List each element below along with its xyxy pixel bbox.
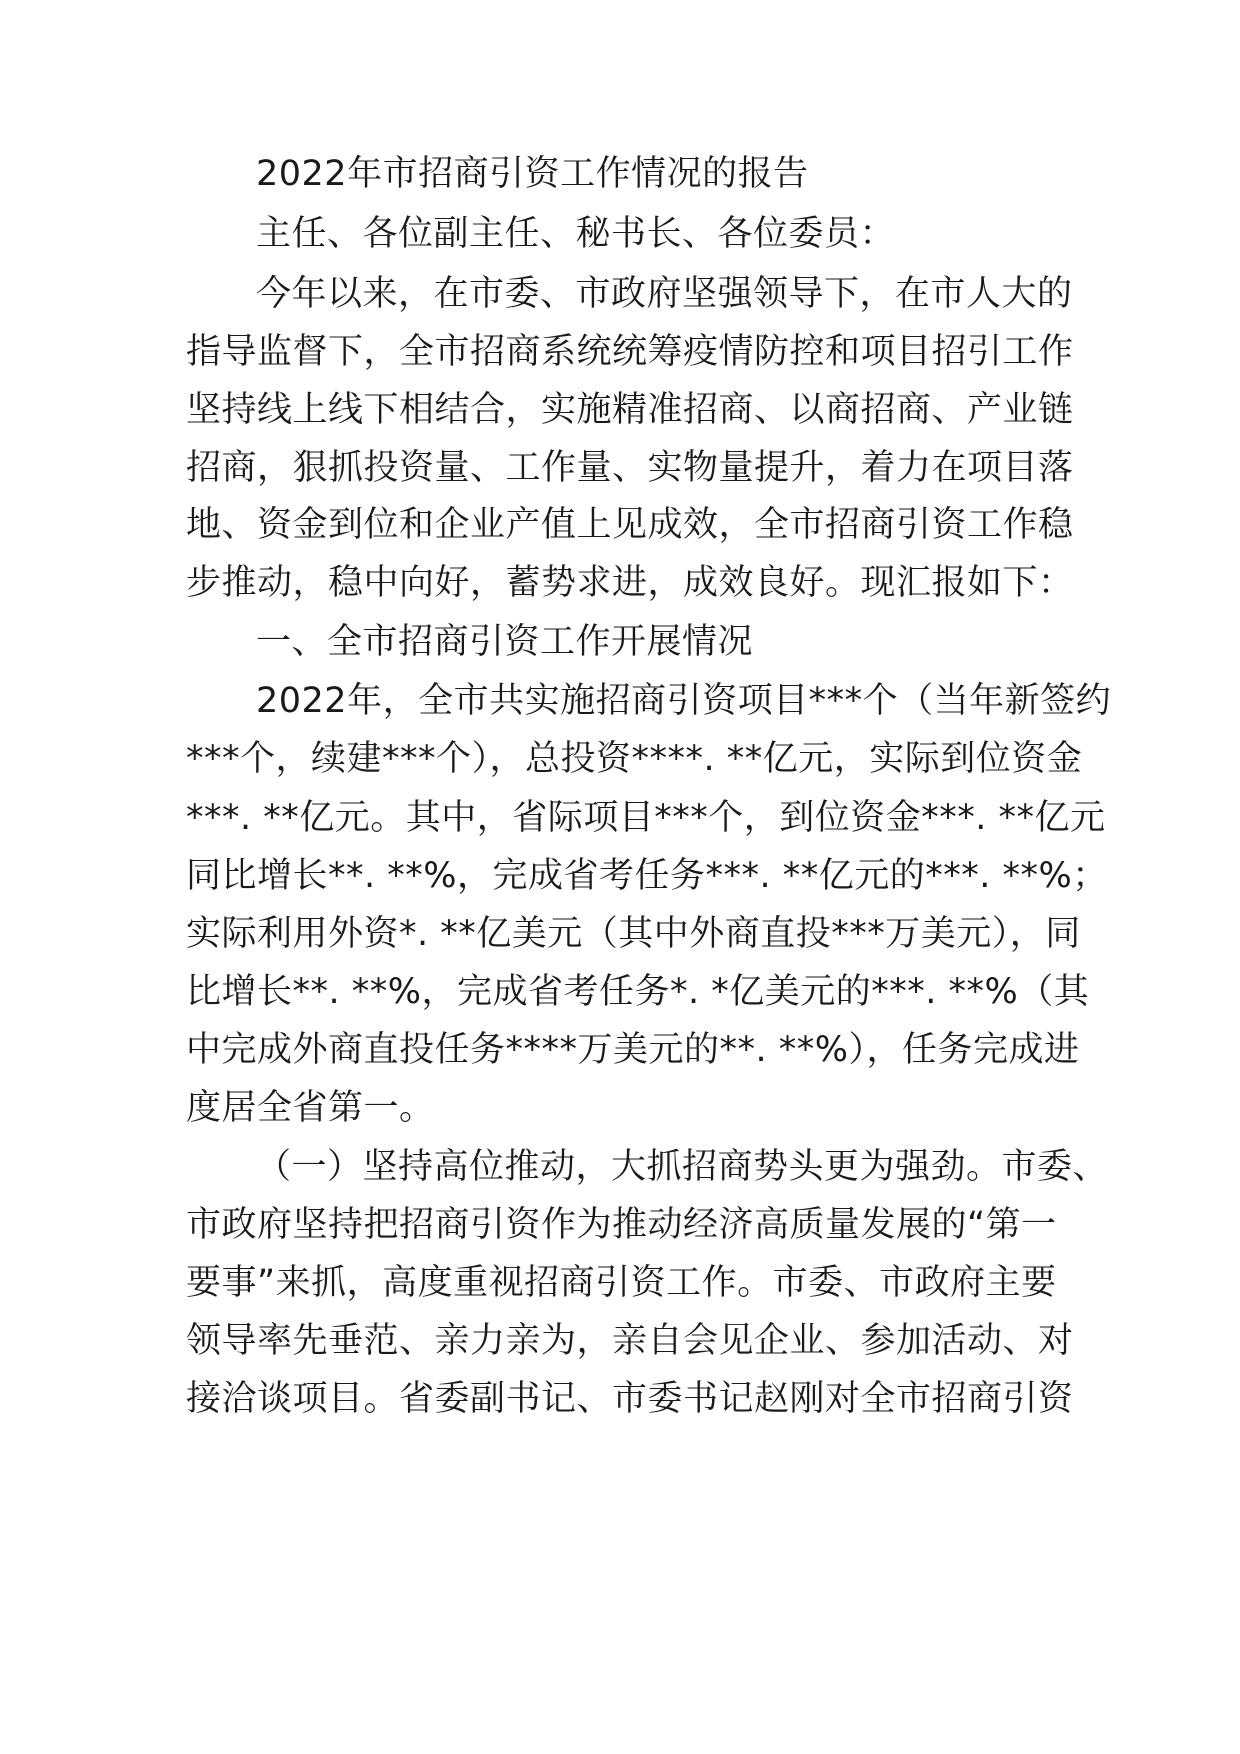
salutation: 主任、各位副主任、秘书长、各位委员： (256, 214, 896, 254)
paragraph-line: 同比增长**. **%，完成省考任务***. **亿元的***. **%； (186, 856, 1108, 896)
paragraph-line: ***个，续建***个），总投资****. **亿元，实际到位资金 (186, 739, 1083, 779)
subsection-heading: （一）坚持高位推动，大抓招商势头更为强劲。市委、 (256, 1147, 1109, 1187)
paragraph-line: 比增长**. **%，完成省考任务*. *亿美元的***. **%（其 (186, 972, 1090, 1012)
paragraph-line: 坚持线上线下相结合，实施精准招商、以商招商、产业链 (186, 390, 1074, 430)
paragraph-line: 指导监督下，全市招商系统统筹疫情防控和项目招引工作 (186, 332, 1074, 372)
paragraph-line: 步推动，稳中向好，蓄势求进，成效良好。现汇报如下： (186, 563, 1074, 603)
paragraph-line: 中完成外商直投任务****万美元的**. **%），任务完成进 (186, 1030, 1080, 1070)
paragraph-line: 实际利用外资*. **亿美元（其中外商直投***万美元），同 (186, 914, 1081, 954)
paragraph-line: 市政府坚持把招商引资作为推动经济高质量发展的“第一 (186, 1205, 1057, 1245)
paragraph-line: 度居全省第一。 (186, 1088, 435, 1128)
paragraph-line: 接洽谈项目。省委副书记、市委书记赵刚对全市招商引资 (186, 1379, 1074, 1419)
paragraph-line: 招商，狠抓投资量、工作量、实物量提升，着力在项目落 (186, 448, 1074, 488)
paragraph-line: 地、资金到位和企业产值上见成效，全市招商引资工作稳 (186, 505, 1074, 545)
paragraph-line: 领导率先垂范、亲力亲为，亲自会见企业、参加活动、对 (186, 1321, 1074, 1361)
paragraph-line: 今年以来，在市委、市政府坚强领导下，在市人大的 (256, 274, 1073, 314)
report-title: 2022年市招商引资工作情况的报告 (256, 154, 809, 194)
paragraph-line: ***. **亿元。其中，省际项目***个，到位资金***. **亿元 (186, 798, 1106, 838)
section-heading: 一、全市招商引资工作开展情况 (256, 622, 754, 662)
paragraph-line: 2022年，全市共实施招商引资项目***个（当年新签约 (256, 681, 1112, 721)
paragraph-line: 要事”来抓，高度重视招商引资工作。市委、市政府主要 (186, 1263, 1057, 1303)
